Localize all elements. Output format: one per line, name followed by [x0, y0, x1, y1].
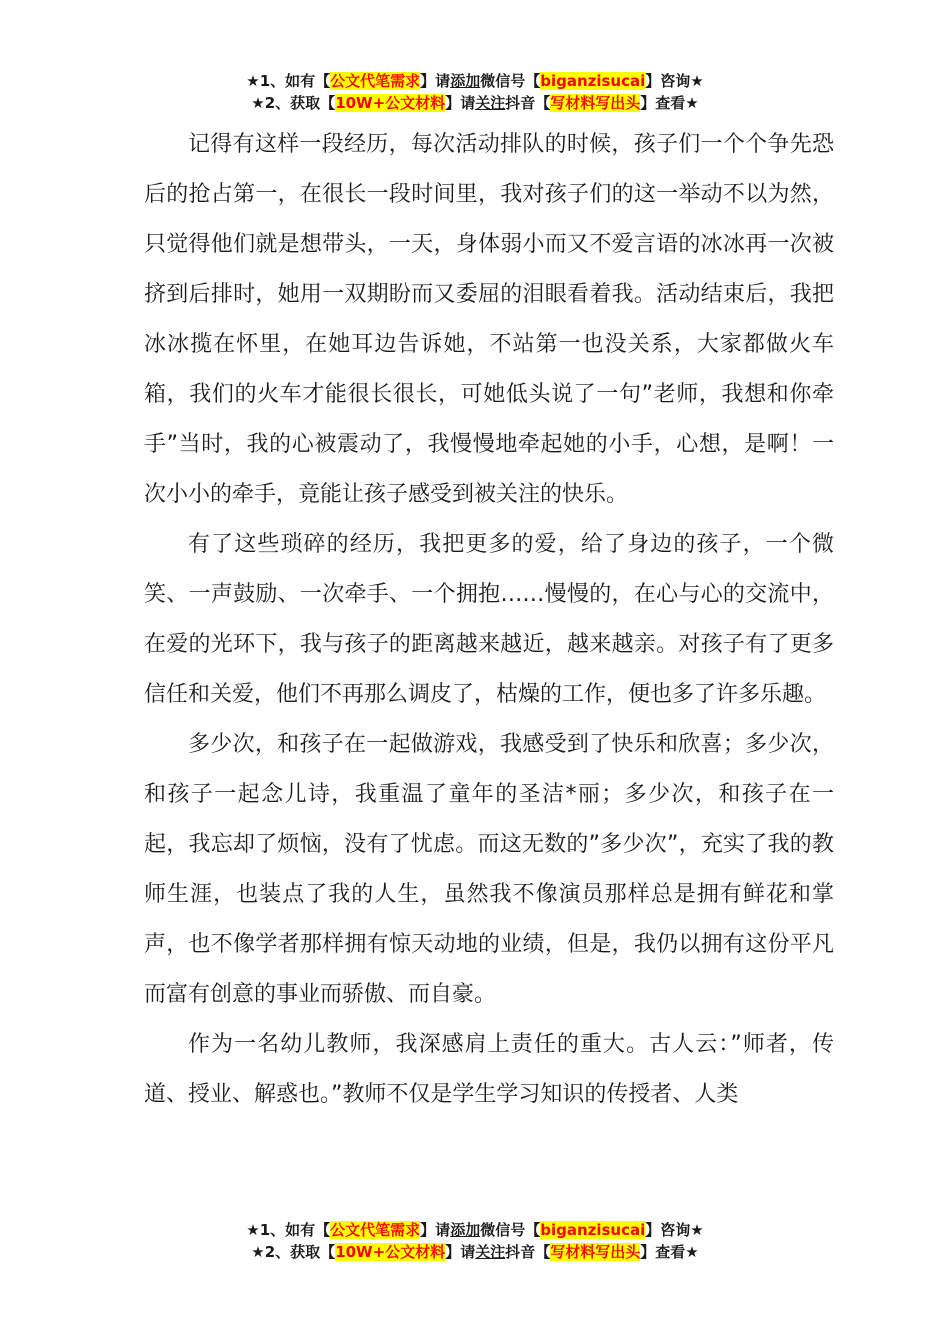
ad-text: 】咨询★	[645, 72, 704, 90]
ad-underline: 关注	[475, 94, 506, 112]
ad-text: 微信号【	[480, 1221, 541, 1239]
ad-text: 】请	[445, 1243, 476, 1261]
ad-highlight: biganzisucai	[540, 1221, 646, 1239]
ad-text: 抖音【	[505, 94, 551, 112]
ad-text: 微信号【	[480, 72, 541, 90]
ad-highlight: 写材料写出头	[550, 1243, 641, 1261]
ad-line-2	[0, 1241, 950, 1263]
ad-text: 】请	[445, 94, 476, 112]
ad-underline: 关注	[475, 1243, 506, 1261]
ad-underline: 添加	[450, 72, 481, 90]
ad-highlight: 写材料写出头	[550, 94, 641, 112]
ad-text: 】请	[420, 1221, 451, 1239]
header-ad-banner	[0, 70, 950, 114]
ad-text: 】咨询★	[645, 1221, 704, 1239]
ad-highlight: biganzisucai	[540, 72, 646, 90]
ad-text: 抖音【	[505, 1243, 551, 1261]
paragraph: 多少次，和孩子在一起做游戏，我感受到了快乐和欣喜；多少次，和孩子一起念儿诗，我重温了童年的圣洁*丽；多少次，和孩子在一起，我忘却了烦恼，没有了忧虑。而这无数的”多少次”，充实了我的教师生涯，也装点了我的人生，虽然我不像演员那样总是拥有鲜花和掌声，也不像学者那样拥有惊天动地的业绩，但是，我仍以拥有这份平凡而富有创意的事业而骄傲、而自豪。	[144, 732, 834, 1007]
ad-text: ★2、获取【	[251, 94, 336, 112]
ad-text: 】请	[420, 72, 451, 90]
paragraph: 有了这些琐碎的经历，我把更多的爱，给了身边的孩子，一个微笑、一声鼓励、一次牵手、一个拥抱……慢慢的，在心与心的交流中，在爱的光环下，我与孩子的距离越来越近，越来越亲。对孩子有了更多信任和关爱，他们不再那么调皮了，枯燥的工作，便也多了许多乐趣。	[144, 532, 834, 707]
ad-text: 】查看★	[640, 1243, 699, 1261]
ad-line-2	[0, 92, 950, 114]
ad-highlight: 10W+公文材料	[335, 94, 446, 112]
ad-highlight: 10W+公文材料	[335, 1243, 446, 1261]
paragraph: 作为一名幼儿教师，我深感肩上责任的重大。古人云：”师者，传道、授业、解惑也。”教师不仅是学生学习知识的传授者、人类	[144, 1032, 834, 1107]
ad-underline: 添加	[450, 1221, 481, 1239]
ad-text: ★2、获取【	[251, 1243, 336, 1261]
paragraph: 记得有这样一段经历，每次活动排队的时候，孩子们一个个争先恐后的抢占第一，在很长一段时间里，我对孩子们的这一举动不以为然，只觉得他们就是想带头，一天，身体弱小而又不爱言语的冰冰再一次被挤到后排时，她用一双期盼而又委屈的泪眼看着我。活动结束后，我把冰冰揽在怀里，在她耳边告诉她，不站第一也没关系，大家都做火车箱，我们的火车才能很长很长，可她低头说了一句”老师，我想和你牵手”当时，我的心被震动了，我慢慢地牵起她的小手，心想，是啊！一次小小的牵手，竟能让孩子感受到被关注的快乐。	[144, 132, 834, 507]
ad-line-1	[0, 1219, 950, 1241]
ad-highlight: 公文代笔需求	[330, 72, 421, 90]
ad-highlight: 公文代笔需求	[330, 1221, 421, 1239]
ad-text: ★1、如有【	[246, 72, 331, 90]
ad-text: 】查看★	[640, 94, 699, 112]
ad-text: ★1、如有【	[246, 1221, 331, 1239]
document-body	[144, 120, 834, 1120]
footer-ad-banner	[0, 1219, 950, 1263]
ad-line-1	[0, 70, 950, 92]
